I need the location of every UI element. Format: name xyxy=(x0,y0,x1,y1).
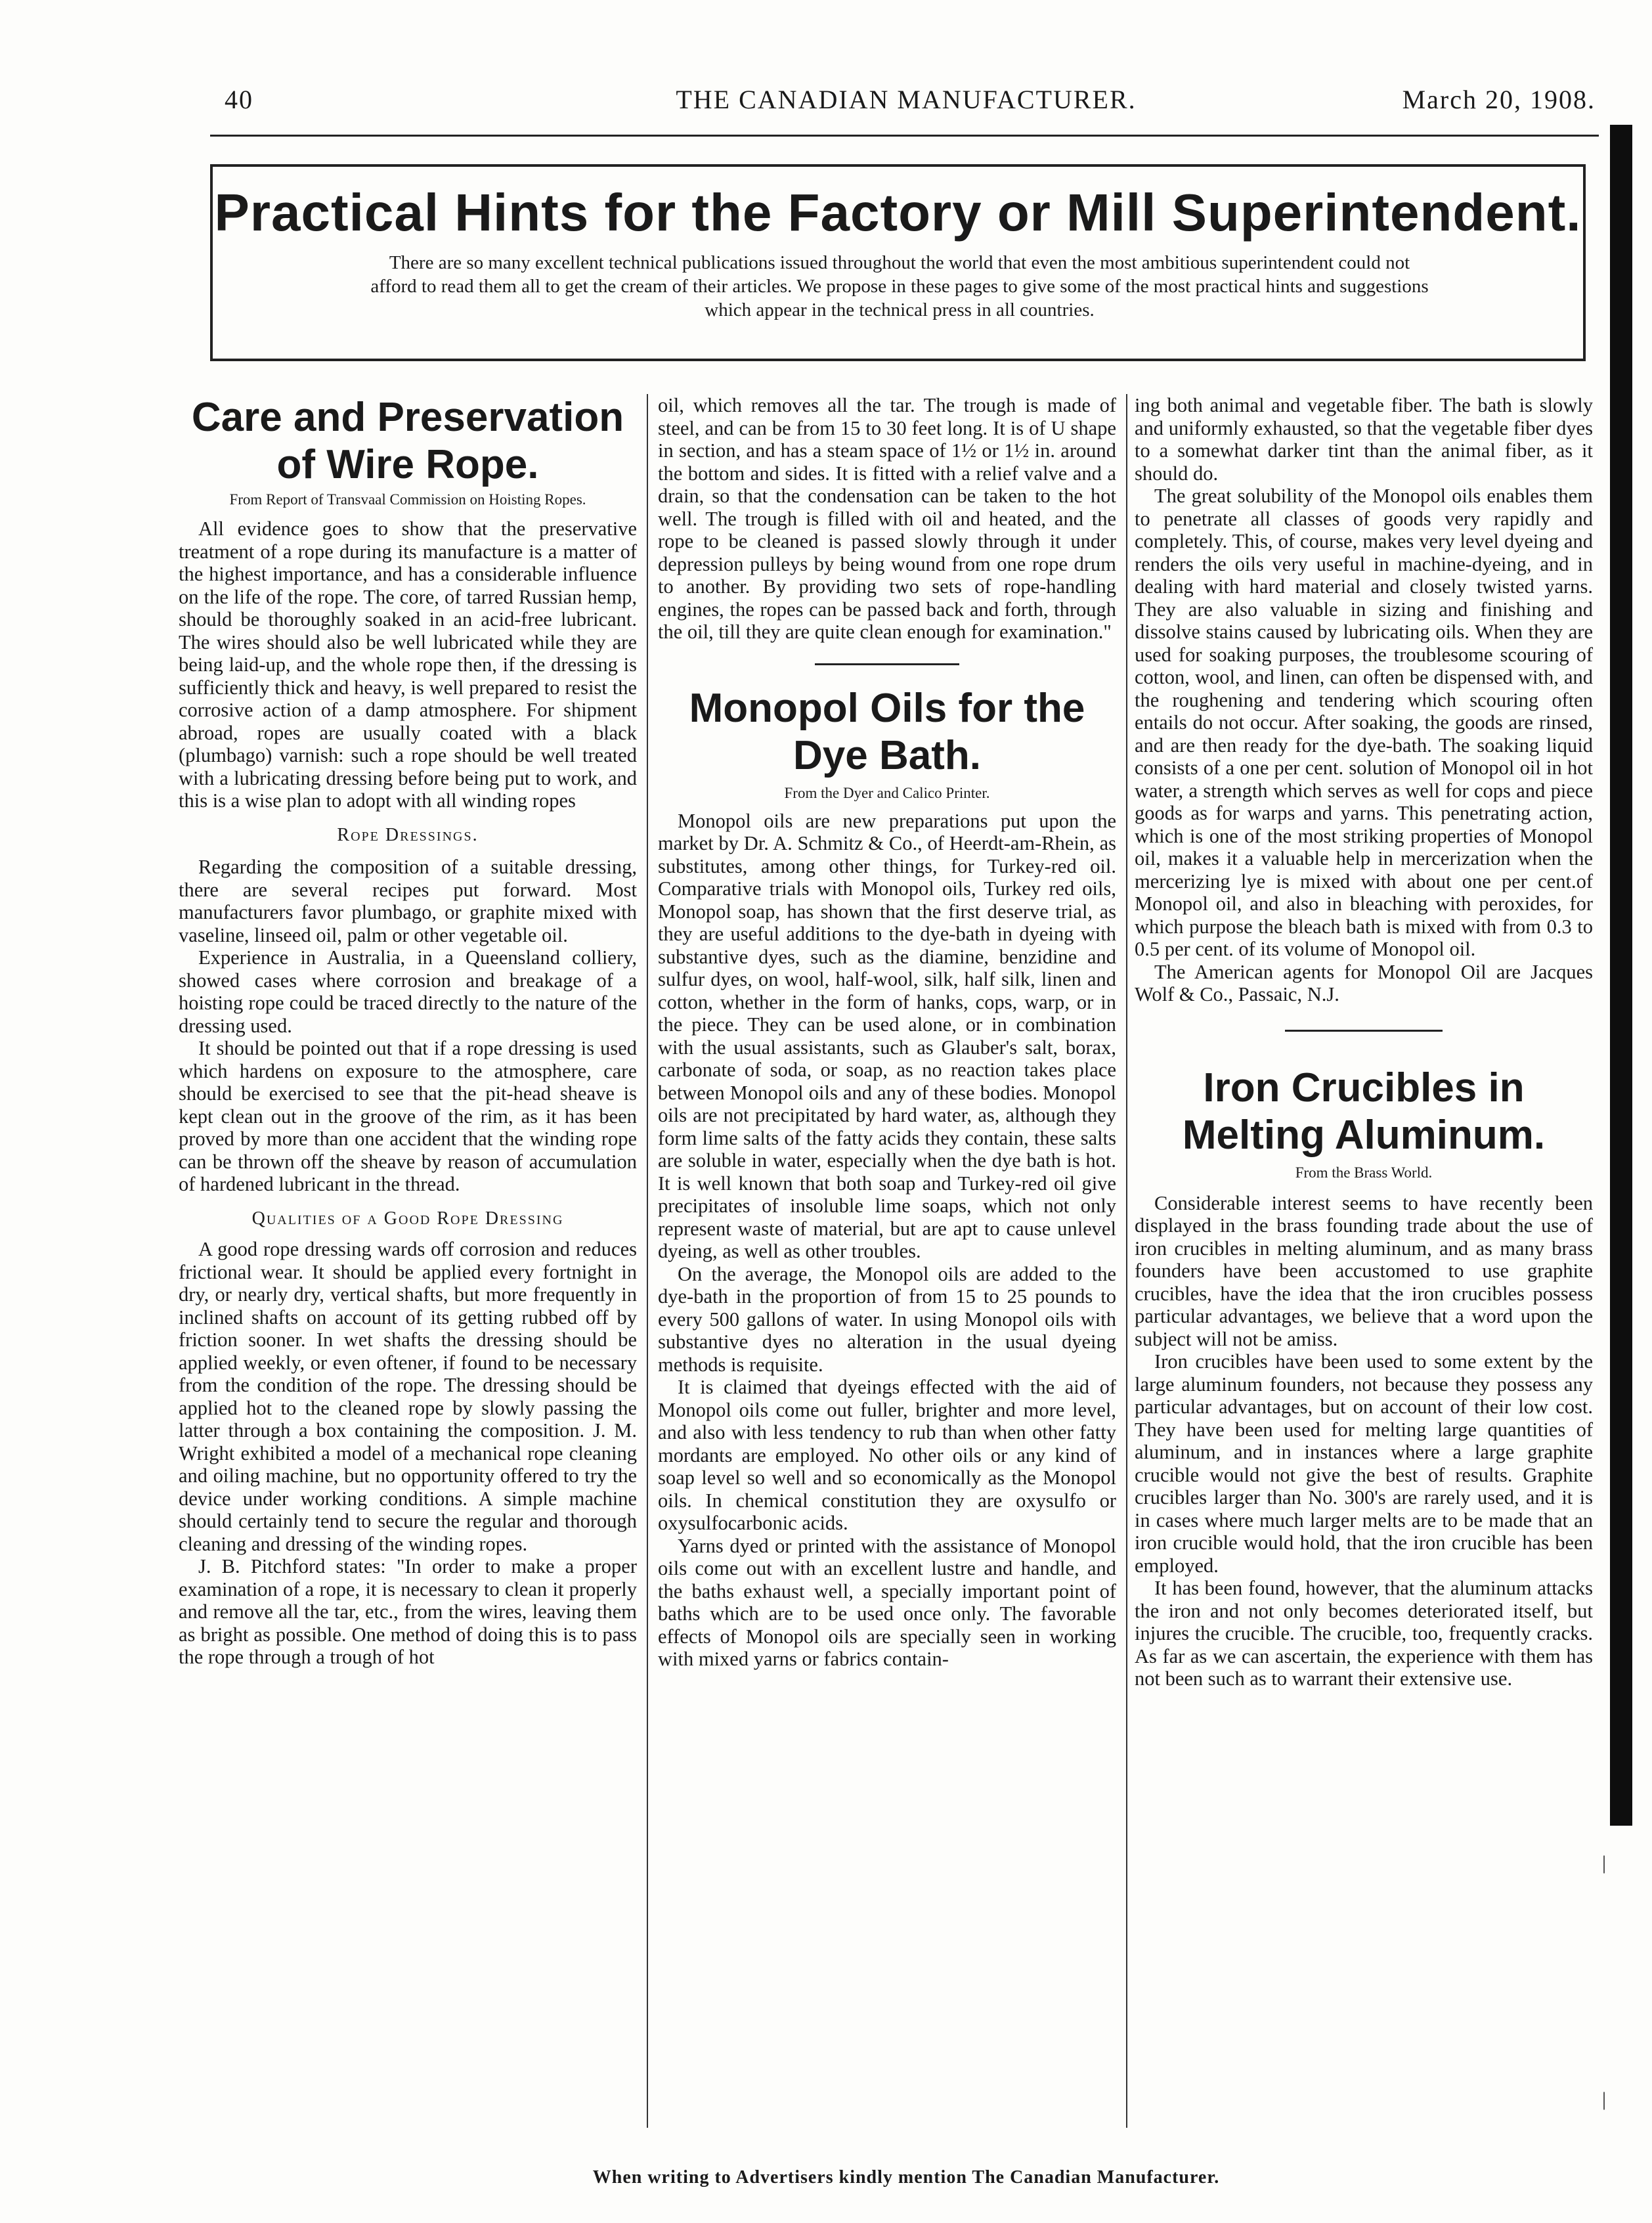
paragraph: Monopol oils are new preparations put upon the market by Dr. A. Schmitz & Co., of Heerdt-am-Rhein, as substitutes, among other things, for Turkey-red oil. Comparative trials with Monopol oils, Turkey red oils, Monopol soap, has shown that the first deserve trial, as they are useful additions to the dye-bath in dyeing with substantive dyes, such as the diamine, benzidine and sulfur dyes, on wool, half-wool, silk, half silk, linen and cotton, whether in the form of hanks, cops, warp, or in the piece. They can be used alone, or in combination with the usual assistants, such as Glauber's salt, borax, carbonate of soda, or soap, as no reaction takes place between Monopol oils and any of these bodies. Monopol oils are not precipitated by hard water, as, although they form lime salts of the fatty acids they contain, these salts are soluble in water, especially when the dye bath is hot. It is well known that both soap and Turkey-red oil give precipitates of insoluble lime soaps, which not only represent waste of material, but are apt to cause unlevel dyeing, as well as other troubles. xyxy=(658,809,1116,1262)
paragraph: A good rope dressing wards off corrosion and reduces frictional wear. It should be applied every fortnight in dry, or nearly dry, vertical shafts, but more frequently in inclined shafts on account of its getting rubbed off by friction sooner. In wet shafts the dressing should be applied weekly, or even oftener, if found to be necessary from the condition of the rope. The dressing should be applied hot to the cleaned rope by slowly passing the latter through a box containing the composition. J. M. Wright exhibited a model of a mechanical rope cleaning and oiling machine, but no opportunity offered to try the device under working conditions. A simple machine should certainly tend to secure the regular and thorough cleaning and dressing of the winding ropes. xyxy=(179,1238,637,1555)
footer-notice: When writing to Advertisers kindly mention The Canadian Manufacturer. xyxy=(592,2167,1220,2188)
paragraph: oil, which removes all the tar. The trough is made of steel, and can be from 15 to 30 feet long. It is of U shape in section, and has a steam space of 1½ or 1½ in. around the bottom and sides. It is fitted with a relief valve and a drain, so that the condensation can be taken to the hot well. The trough is filled with oil and heated, and the rope to be cleaned is passed slowly through it under depression pulleys by being wound from one rope drum to another. By providing two sets of rope-handling engines, the ropes can be passed back and forth, through the oil, till they are quite clean enough for examination." xyxy=(658,394,1116,643)
article-source-wire-rope: From Report of Transvaal Commission on Hoisting Ropes. xyxy=(229,491,586,508)
article-source-iron-crucibles: From the Brass World. xyxy=(1295,1164,1433,1181)
publication-title: THE CANADIAN MANUFACTURER. xyxy=(676,85,1137,114)
article-headline-iron-crucibles: Iron Crucibles in Melting Aluminum. xyxy=(1182,1065,1546,1158)
column-rule-2 xyxy=(1126,394,1127,2128)
article-headline-wire-rope: Care and Preservation of Wire Rope. xyxy=(191,395,624,487)
paragraph: Yarns dyed or printed with the assistance of Monopol oils come out with an excellent lustre and handle, and the baths exhaust well, a specially important point of baths which are to be used once only. The favorable effects of Monopol oils are specially seen in working with mixed yarns or fabrics contain- xyxy=(658,1534,1116,1670)
paragraph: All evidence goes to show that the preservative treatment of a rope during its manufacture is a matter of the highest importance, and has a considerable influence on the life of the rope. The core, of tarred Russian hemp, should be thoroughly soaked in an acid-free lubricant. The wires should also be well lubricated while they are being laid-up, and the whole rope then, if the dressing is sufficiently thick and heavy, is well prepared to resist the corrosive action of a damp atmosphere. For shipment abroad, ropes are usually coated with a black (plumbago) varnish: such a rope should be well treated with a lubricating dressing before being put to work, and this is a wise plan to adopt with all winding ropes xyxy=(179,517,637,812)
article-source-monopol: From the Dyer and Calico Printer. xyxy=(784,784,990,801)
paragraph: It should be pointed out that if a rope dressing is used which hardens on exposure to the atmosphere, care should be exercised to see that the pit-head sheave is kept clean out in the groove of the rim, as it has been proved by more than one accident that the winding rope can be thrown off the sheave by reason of accumulation of hardened lubricant in the thread. xyxy=(179,1037,637,1195)
column-rule-1 xyxy=(647,394,648,2128)
column-2 xyxy=(658,394,1116,1671)
paragraph: It is claimed that dyeings effected with the aid of Monopol oils come out fuller, brighter and more level, and also with less tendency to rub than when other fatty mordants are employed. No other oils or any kind of soap level so well and so economically as the Monopol oils. In chemical constitution they are oxysulfo or oxysulfocarbonic acids. xyxy=(658,1376,1116,1534)
column-1 xyxy=(179,394,637,1669)
paragraph: On the average, the Monopol oils are added to the dye-bath in the proportion of from 15 to 25 pounds to every 500 gallons of water. In using Monopol oils with substantive dyes no alteration in the usual dyeing methods is requisite. xyxy=(658,1262,1116,1376)
paragraph: Considerable interest seems to have recently been displayed in the brass founding trade about the use of iron crucibles in melting aluminum, and as many brass founders have been accustomed to use graphite crucibles, have the idea that the iron crucibles possess particular advantages, we believe that a word upon the subject will not be amiss. xyxy=(1135,1191,1593,1350)
paragraph: The American agents for Monopol Oil are Jacques Wolf & Co., Passaic, N.J. xyxy=(1135,960,1593,1005)
paragraph: Iron crucibles have been used to some extent by the large aluminum founders, not because they possess any particular advantages, but on account of their low cost. They have been used for melting large quantities of aluminum, and in instances where a large graphite crucible would not give the best of results. Graphite crucibles larger than No. 300's are rarely used, and it is in cases where much larger melts are to be made that an iron crucible would hold, that the iron crucible has been employed. xyxy=(1135,1350,1593,1577)
issue-date: March 20, 1908. xyxy=(1402,85,1596,114)
column-3 xyxy=(1135,394,1593,1690)
banner-title: Practical Hints for the Factory or Mill Superintendent. xyxy=(214,183,1582,242)
subhead-rope-dressings: Rope Dressings. xyxy=(337,824,479,845)
paragraph: Regarding the composition of a suitable dressing, there are several recipes put forward. Most manufacturers favor plumbago, or graphite mixed with vaseline, linseed oil, palm or other vegetable oil. xyxy=(179,856,637,946)
paragraph: Experience in Australia, in a Queensland colliery, showed cases where corrosion and breakage of a hoisting rope could be traced directly to the nature of the dressing used. xyxy=(179,946,637,1037)
page-number: 40 xyxy=(225,85,253,114)
header-rule xyxy=(210,135,1599,137)
article-divider xyxy=(1285,1030,1443,1032)
paragraph: It has been found, however, that the aluminum attacks the iron and not only becomes deteriorated itself, but injures the crucible. The crucible, too, frequently cracks. As far as we can ascertain, the experience with them has not been such as to warrant their extensive use. xyxy=(1135,1577,1593,1690)
article-headline-monopol: Monopol Oils for the Dye Bath. xyxy=(689,685,1085,778)
running-head xyxy=(217,84,1596,130)
paragraph: J. B. Pitchford states: "In order to make a proper examination of a rope, it is necessary to clean it properly and remove all the tar, etc., from the wires, leaving them as bright as possible. One method of doing this is to pass the rope through a trough of hot xyxy=(179,1555,637,1668)
paragraph: ing both animal and vegetable fiber. The bath is slowly and uniformly exhausted, so that the vegetable fiber dyes to a somewhat darker tint than the animal fiber, as it should do. xyxy=(1135,394,1593,485)
paragraph: The great solubility of the Monopol oils enables them to penetrate all classes of goods very rapidly and completely. This, of course, makes very level dyeing and renders the oils very useful in machine-dyeing, and in dealing with hard material and closely twisted yarns. They are also valuable in sizing and finishing and dissolve stains caused by lubricating oils. When they are used for soaking purposes, the troublesome scouring of cotton, wool, and linen, can often be dispensed with, and the roughening and tendering which scouring often entails do not occur. After soaking, the goods are rinsed, and are then ready for the dye-bath. The soaking liquid consists of a one per cent. solution of Monopol oil in hot water, a strength which serves as well for cops and piece goods as for warps and yarns. This penetrating action, which is one of the most striking properties of Monopol oil, makes it a valuable help in mercerization when the mercerizing lye is mixed with about one per cent.of Monopol oil, and also in bleaching with peroxides, for which purpose the bleach bath is mixed with from 0.3 to 0.5 per cent. of its volume of Monopol oil. xyxy=(1135,485,1593,960)
subhead-qualities: Qualities of a Good Rope Dressing xyxy=(251,1208,564,1229)
article-divider xyxy=(815,663,959,665)
margin-mark: | xyxy=(1602,2088,1607,2110)
banner-intro: There are so many excellent technical publications issued throughout the world that even the most ambitious superintendent could not afford to read them all to get the cream of their articles. We propose in these pages to give some of the most practical hints and suggestions which appear in the technical press in all countries. xyxy=(370,252,1429,320)
page-edge-bar xyxy=(1610,125,1632,1826)
margin-mark: | xyxy=(1602,1852,1607,1874)
